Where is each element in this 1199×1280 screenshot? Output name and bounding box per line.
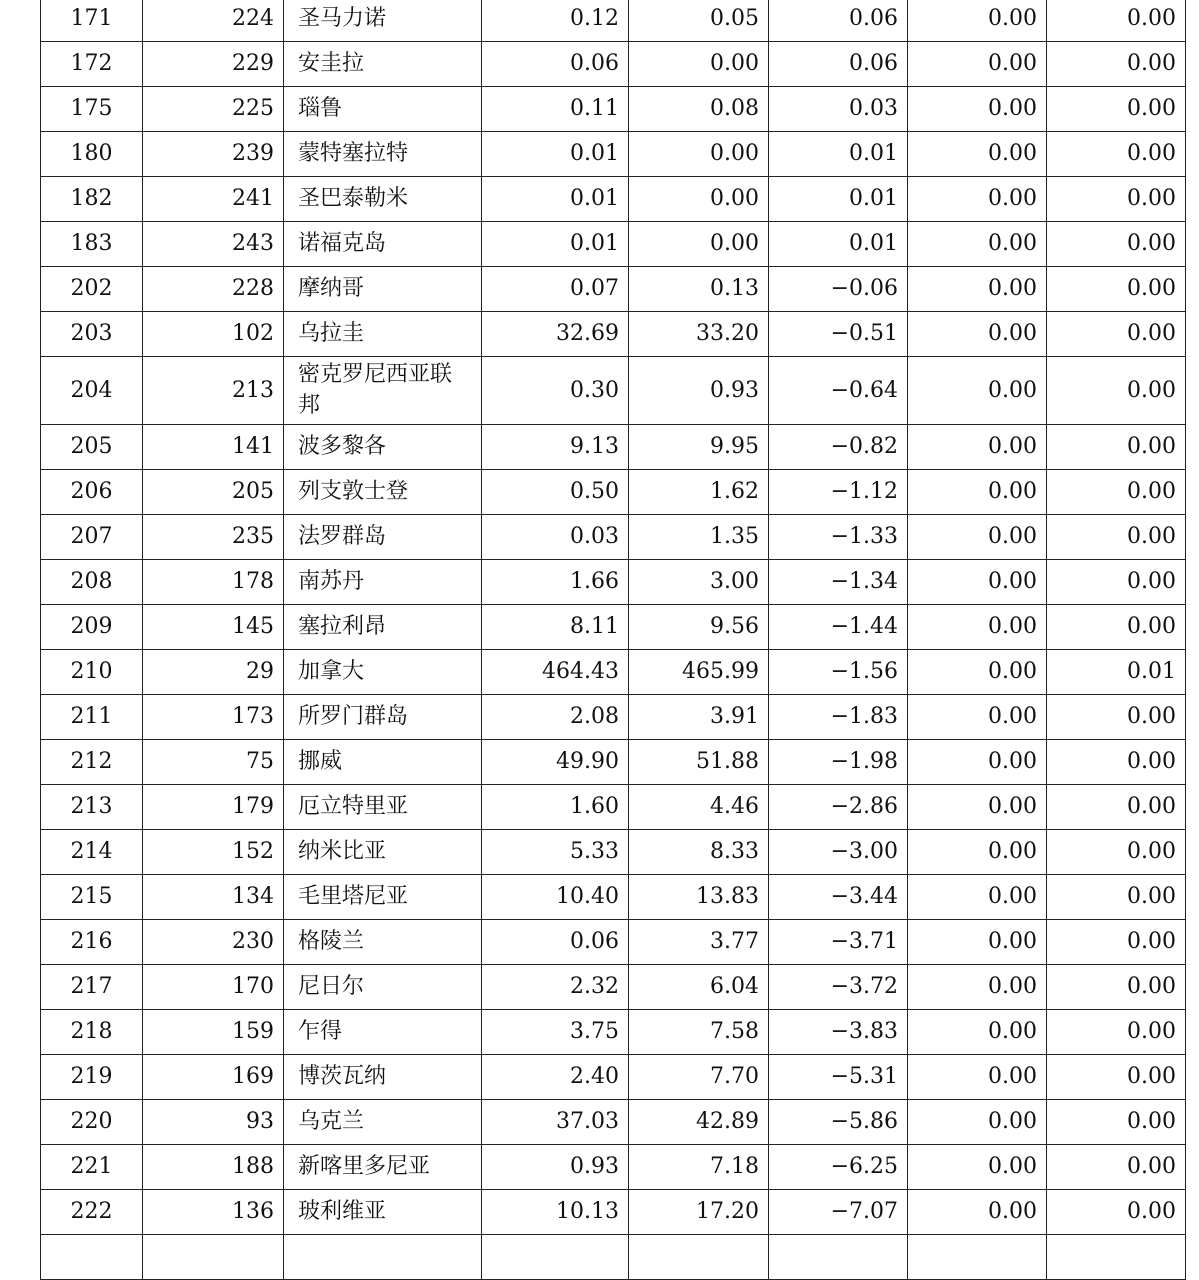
cell-v4: 0.00 — [908, 357, 1047, 425]
cell-name: 圣马力诺 — [284, 0, 482, 42]
cell-v4: 0.00 — [908, 875, 1047, 920]
cell-name: 乌拉圭 — [284, 312, 482, 357]
cell-col2 — [143, 1235, 284, 1280]
cell-name: 乌克兰 — [284, 1100, 482, 1145]
cell-v4: 0.00 — [908, 560, 1047, 605]
cell-v2: 3.77 — [629, 920, 769, 965]
cell-name: 尼日尔 — [284, 965, 482, 1010]
cell-rank: 206 — [41, 470, 143, 515]
cell-v3: −1.44 — [769, 605, 908, 650]
cell-col2: 228 — [143, 267, 284, 312]
cell-v4: 0.00 — [908, 312, 1047, 357]
cell-rank: 219 — [41, 1055, 143, 1100]
cell-col2: 205 — [143, 470, 284, 515]
cell-col2: 93 — [143, 1100, 284, 1145]
cell-v3: −6.25 — [769, 1145, 908, 1190]
cell-v5: 0.00 — [1047, 267, 1186, 312]
cell-v2: 6.04 — [629, 965, 769, 1010]
cell-v2: 465.99 — [629, 650, 769, 695]
cell-v3: 0.06 — [769, 42, 908, 87]
cell-v1: 32.69 — [482, 312, 629, 357]
cell-v1 — [482, 1235, 629, 1280]
cell-v4: 0.00 — [908, 920, 1047, 965]
cell-v5: 0.00 — [1047, 560, 1186, 605]
table-row — [41, 42, 1186, 87]
cell-rank — [41, 1235, 143, 1280]
table-row — [41, 132, 1186, 177]
cell-v3: −5.86 — [769, 1100, 908, 1145]
cell-v2: 0.13 — [629, 267, 769, 312]
cell-rank: 211 — [41, 695, 143, 740]
table-row — [41, 0, 1186, 42]
table-row — [41, 222, 1186, 267]
cell-v2: 0.93 — [629, 357, 769, 425]
cell-name: 波多黎各 — [284, 425, 482, 470]
table-row — [41, 1100, 1186, 1145]
cell-rank: 220 — [41, 1100, 143, 1145]
cell-v1: 0.01 — [482, 222, 629, 267]
cell-rank: 221 — [41, 1145, 143, 1190]
cell-v3: −0.51 — [769, 312, 908, 357]
cell-v5: 0.00 — [1047, 965, 1186, 1010]
cell-rank: 212 — [41, 740, 143, 785]
cell-v5 — [1047, 1235, 1186, 1280]
cell-v4: 0.00 — [908, 695, 1047, 740]
cell-v5: 0.00 — [1047, 785, 1186, 830]
cell-name: 厄立特里亚 — [284, 785, 482, 830]
cell-v5: 0.00 — [1047, 87, 1186, 132]
cell-v4: 0.00 — [908, 830, 1047, 875]
cell-col2: 235 — [143, 515, 284, 560]
cell-name: 法罗群岛 — [284, 515, 482, 560]
cell-col2: 213 — [143, 357, 284, 425]
cell-v5: 0.00 — [1047, 1190, 1186, 1235]
cell-col2: 229 — [143, 42, 284, 87]
cell-v1: 1.66 — [482, 560, 629, 605]
table-row — [41, 695, 1186, 740]
cell-v4: 0.00 — [908, 42, 1047, 87]
cell-rank: 182 — [41, 177, 143, 222]
cell-name — [284, 1235, 482, 1280]
cell-rank: 203 — [41, 312, 143, 357]
cell-v4: 0.00 — [908, 1190, 1047, 1235]
cell-rank: 175 — [41, 87, 143, 132]
cell-v2: 7.70 — [629, 1055, 769, 1100]
cell-v2: 7.58 — [629, 1010, 769, 1055]
cell-v4 — [908, 1235, 1047, 1280]
cell-v1: 0.01 — [482, 177, 629, 222]
cell-v1: 464.43 — [482, 650, 629, 695]
cell-col2: 239 — [143, 132, 284, 177]
cell-v5: 0.00 — [1047, 1100, 1186, 1145]
cell-v1: 9.13 — [482, 425, 629, 470]
cell-v1: 2.32 — [482, 965, 629, 1010]
cell-col2: 170 — [143, 965, 284, 1010]
table-row — [41, 740, 1186, 785]
cell-v3: −3.83 — [769, 1010, 908, 1055]
cell-col2: 169 — [143, 1055, 284, 1100]
cell-v3: 0.01 — [769, 177, 908, 222]
table-row — [41, 177, 1186, 222]
cell-col2: 75 — [143, 740, 284, 785]
cell-v3: −3.71 — [769, 920, 908, 965]
cell-v5: 0.00 — [1047, 42, 1186, 87]
cell-rank: 218 — [41, 1010, 143, 1055]
table-row — [41, 267, 1186, 312]
table-row — [41, 515, 1186, 560]
cell-v3: −1.33 — [769, 515, 908, 560]
cell-v4: 0.00 — [908, 1010, 1047, 1055]
cell-rank: 208 — [41, 560, 143, 605]
cell-rank: 209 — [41, 605, 143, 650]
cell-v2: 13.83 — [629, 875, 769, 920]
cell-v3: −3.00 — [769, 830, 908, 875]
cell-v3: 0.01 — [769, 222, 908, 267]
table-row — [41, 605, 1186, 650]
cell-v3: −1.98 — [769, 740, 908, 785]
cell-rank: 222 — [41, 1190, 143, 1235]
cell-rank: 213 — [41, 785, 143, 830]
cell-v5: 0.00 — [1047, 695, 1186, 740]
cell-v5: 0.00 — [1047, 1010, 1186, 1055]
cell-v1: 10.40 — [482, 875, 629, 920]
cell-v3: −1.56 — [769, 650, 908, 695]
table-row — [41, 875, 1186, 920]
cell-v3: 0.03 — [769, 87, 908, 132]
cell-col2: 230 — [143, 920, 284, 965]
cell-v5: 0.00 — [1047, 132, 1186, 177]
cell-v4: 0.00 — [908, 605, 1047, 650]
cell-v3: −0.06 — [769, 267, 908, 312]
cell-v2: 1.35 — [629, 515, 769, 560]
cell-v1: 0.50 — [482, 470, 629, 515]
cell-name: 所罗门群岛 — [284, 695, 482, 740]
cell-name: 安圭拉 — [284, 42, 482, 87]
table-row — [41, 1010, 1186, 1055]
cell-v4: 0.00 — [908, 0, 1047, 42]
table-row — [41, 425, 1186, 470]
cell-v1: 0.30 — [482, 357, 629, 425]
cell-col2: 179 — [143, 785, 284, 830]
cell-v2: 0.00 — [629, 222, 769, 267]
cell-v2: 3.91 — [629, 695, 769, 740]
cell-name: 列支敦士登 — [284, 470, 482, 515]
table-row — [41, 965, 1186, 1010]
cell-v4: 0.00 — [908, 132, 1047, 177]
cell-rank: 214 — [41, 830, 143, 875]
cell-v3: −3.72 — [769, 965, 908, 1010]
cell-v5: 0.00 — [1047, 875, 1186, 920]
cell-v2: 0.08 — [629, 87, 769, 132]
cell-v3: −1.83 — [769, 695, 908, 740]
cell-v1: 10.13 — [482, 1190, 629, 1235]
table-row-partial — [41, 1235, 1186, 1280]
cell-rank: 171 — [41, 0, 143, 42]
cell-name: 蒙特塞拉特 — [284, 132, 482, 177]
cell-v5: 0.00 — [1047, 515, 1186, 560]
cell-v5: 0.00 — [1047, 920, 1186, 965]
cell-v5: 0.00 — [1047, 357, 1186, 425]
table-row — [41, 1145, 1186, 1190]
cell-col2: 102 — [143, 312, 284, 357]
cell-v5: 0.00 — [1047, 425, 1186, 470]
cell-v1: 0.11 — [482, 87, 629, 132]
cell-col2: 178 — [143, 560, 284, 605]
cell-v2: 1.62 — [629, 470, 769, 515]
cell-v1: 0.06 — [482, 920, 629, 965]
cell-rank: 217 — [41, 965, 143, 1010]
cell-v3: −5.31 — [769, 1055, 908, 1100]
table-row — [41, 1055, 1186, 1100]
data-table — [40, 0, 1186, 1280]
cell-v5: 0.00 — [1047, 1145, 1186, 1190]
cell-v3: −3.44 — [769, 875, 908, 920]
table-row — [41, 560, 1186, 605]
cell-v3: −7.07 — [769, 1190, 908, 1235]
cell-v2: 4.46 — [629, 785, 769, 830]
cell-rank: 204 — [41, 357, 143, 425]
cell-name: 乍得 — [284, 1010, 482, 1055]
table-row — [41, 357, 1186, 425]
cell-v1: 3.75 — [482, 1010, 629, 1055]
cell-col2: 159 — [143, 1010, 284, 1055]
cell-v4: 0.00 — [908, 740, 1047, 785]
cell-v1: 0.93 — [482, 1145, 629, 1190]
cell-v4: 0.00 — [908, 177, 1047, 222]
cell-rank: 207 — [41, 515, 143, 560]
table-row — [41, 785, 1186, 830]
cell-v5: 0.00 — [1047, 740, 1186, 785]
cell-name: 纳米比亚 — [284, 830, 482, 875]
cell-name: 毛里塔尼亚 — [284, 875, 482, 920]
cell-rank: 183 — [41, 222, 143, 267]
cell-name: 摩纳哥 — [284, 267, 482, 312]
table-body — [41, 0, 1186, 1235]
cell-col2: 173 — [143, 695, 284, 740]
cell-v4: 0.00 — [908, 1100, 1047, 1145]
cell-v1: 2.08 — [482, 695, 629, 740]
cell-v2: 51.88 — [629, 740, 769, 785]
cell-v4: 0.00 — [908, 222, 1047, 267]
cell-rank: 180 — [41, 132, 143, 177]
table-row — [41, 470, 1186, 515]
table-row — [41, 312, 1186, 357]
cell-v4: 0.00 — [908, 515, 1047, 560]
cell-v1: 5.33 — [482, 830, 629, 875]
cell-v1: 0.12 — [482, 0, 629, 42]
cell-v4: 0.00 — [908, 650, 1047, 695]
cell-v1: 0.07 — [482, 267, 629, 312]
table-row — [41, 830, 1186, 875]
cell-v3 — [769, 1235, 908, 1280]
cell-v1: 2.40 — [482, 1055, 629, 1100]
cell-v5: 0.00 — [1047, 177, 1186, 222]
cell-v1: 8.11 — [482, 605, 629, 650]
cell-v2 — [629, 1235, 769, 1280]
table-row — [41, 920, 1186, 965]
cell-v4: 0.00 — [908, 1145, 1047, 1190]
cell-v2: 9.95 — [629, 425, 769, 470]
cell-v2: 3.00 — [629, 560, 769, 605]
cell-v2: 17.20 — [629, 1190, 769, 1235]
cell-rank: 205 — [41, 425, 143, 470]
cell-v5: 0.00 — [1047, 0, 1186, 42]
cell-v4: 0.00 — [908, 1055, 1047, 1100]
cell-v1: 37.03 — [482, 1100, 629, 1145]
cell-col2: 224 — [143, 0, 284, 42]
cell-v1: 0.01 — [482, 132, 629, 177]
cell-v3: −0.82 — [769, 425, 908, 470]
cell-name: 博茨瓦纳 — [284, 1055, 482, 1100]
cell-v3: 0.01 — [769, 132, 908, 177]
cell-v3: 0.06 — [769, 0, 908, 42]
cell-v2: 33.20 — [629, 312, 769, 357]
cell-name: 瑙鲁 — [284, 87, 482, 132]
cell-v5: 0.00 — [1047, 312, 1186, 357]
cell-rank: 216 — [41, 920, 143, 965]
cell-col2: 152 — [143, 830, 284, 875]
cell-col2: 134 — [143, 875, 284, 920]
cell-v1: 0.03 — [482, 515, 629, 560]
cell-name: 格陵兰 — [284, 920, 482, 965]
cell-v4: 0.00 — [908, 470, 1047, 515]
cell-v1: 1.60 — [482, 785, 629, 830]
cell-v1: 0.06 — [482, 42, 629, 87]
cell-name: 诺福克岛 — [284, 222, 482, 267]
cell-name: 南苏丹 — [284, 560, 482, 605]
cell-col2: 188 — [143, 1145, 284, 1190]
cell-rank: 202 — [41, 267, 143, 312]
cell-v5: 0.00 — [1047, 830, 1186, 875]
cell-rank: 210 — [41, 650, 143, 695]
cell-col2: 241 — [143, 177, 284, 222]
cell-v4: 0.00 — [908, 965, 1047, 1010]
cell-v3: −2.86 — [769, 785, 908, 830]
cell-rank: 172 — [41, 42, 143, 87]
cell-v2: 7.18 — [629, 1145, 769, 1190]
cell-name: 新喀里多尼亚 — [284, 1145, 482, 1190]
cell-col2: 141 — [143, 425, 284, 470]
cell-v5: 0.00 — [1047, 1055, 1186, 1100]
cell-v4: 0.00 — [908, 425, 1047, 470]
cell-v2: 0.05 — [629, 0, 769, 42]
cell-col2: 29 — [143, 650, 284, 695]
cell-name: 挪威 — [284, 740, 482, 785]
cell-v1: 49.90 — [482, 740, 629, 785]
cell-v5: 0.01 — [1047, 650, 1186, 695]
cell-rank: 215 — [41, 875, 143, 920]
cell-v3: −0.64 — [769, 357, 908, 425]
cell-v5: 0.00 — [1047, 605, 1186, 650]
cell-name: 密克罗尼西亚联邦 — [284, 357, 482, 425]
table-row — [41, 87, 1186, 132]
cell-v4: 0.00 — [908, 87, 1047, 132]
table-tail — [41, 1235, 1186, 1280]
cell-col2: 136 — [143, 1190, 284, 1235]
table-row — [41, 1190, 1186, 1235]
cell-name: 塞拉利昂 — [284, 605, 482, 650]
cell-v5: 0.00 — [1047, 470, 1186, 515]
cell-v2: 0.00 — [629, 42, 769, 87]
cell-col2: 225 — [143, 87, 284, 132]
cell-v3: −1.12 — [769, 470, 908, 515]
cell-v3: −1.34 — [769, 560, 908, 605]
table-row — [41, 650, 1186, 695]
cell-name: 玻利维亚 — [284, 1190, 482, 1235]
cell-v2: 42.89 — [629, 1100, 769, 1145]
cell-v2: 8.33 — [629, 830, 769, 875]
cell-col2: 243 — [143, 222, 284, 267]
cell-v2: 0.00 — [629, 177, 769, 222]
cell-v5: 0.00 — [1047, 222, 1186, 267]
cell-v4: 0.00 — [908, 785, 1047, 830]
cell-col2: 145 — [143, 605, 284, 650]
cell-v4: 0.00 — [908, 267, 1047, 312]
cell-name: 圣巴泰勒米 — [284, 177, 482, 222]
cell-name: 加拿大 — [284, 650, 482, 695]
cell-v2: 9.56 — [629, 605, 769, 650]
cell-v2: 0.00 — [629, 132, 769, 177]
